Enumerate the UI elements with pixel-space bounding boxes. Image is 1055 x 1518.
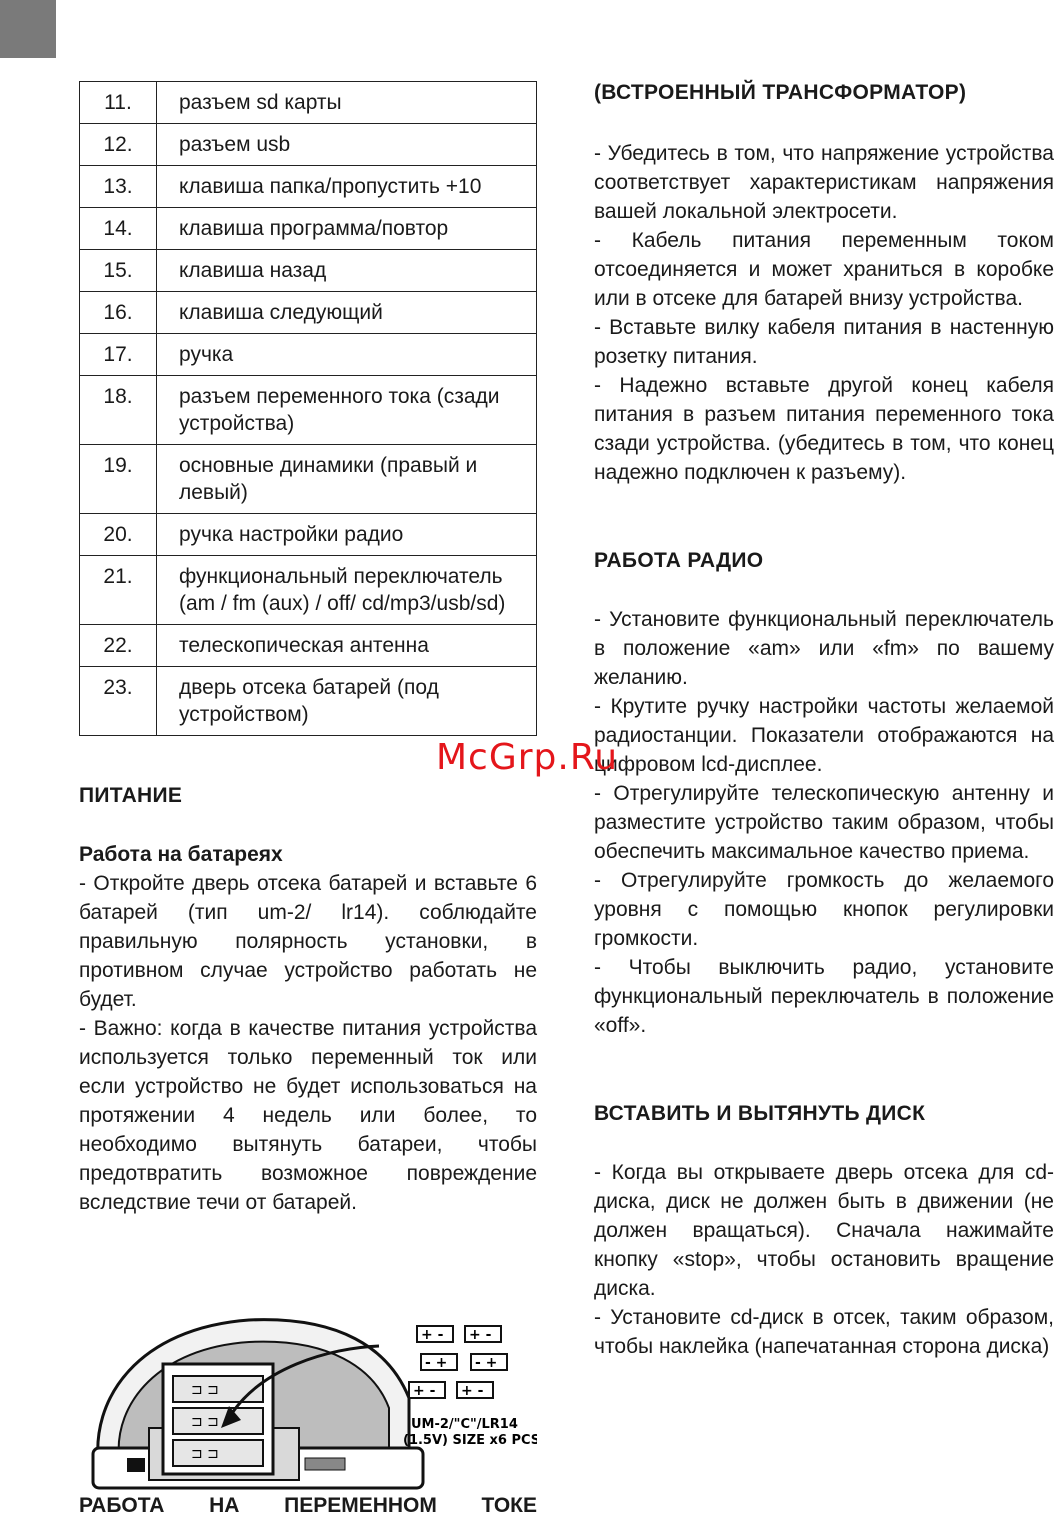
transformer-heading: (ВСТРОЕННЫЙ ТРАНСФОРМАТОР) <box>594 81 967 104</box>
device-illustration <box>79 1308 537 1494</box>
svg-text:+ -: + - <box>413 1383 436 1399</box>
battery-compartment-diagram <box>79 1308 537 1494</box>
table-row: 15. клавиша назад <box>80 250 537 292</box>
table-row: 23. дверь отсека батарей (под устройством) <box>80 667 537 736</box>
battery-subheading: Работа на батареях <box>79 843 283 866</box>
svg-text:- +: - + <box>425 1355 448 1371</box>
svg-text:⊐ ⊐: ⊐ ⊐ <box>191 1382 219 1398</box>
radio-paragraph-5: - Чтобы выключить радио, установите функциональный переключатель в положение «off». <box>594 956 1054 1037</box>
table-row: 21. функциональный переключатель (am / fm (aux) / off/ cd/mp3/usb/sd) <box>80 556 537 625</box>
radio-paragraph-2: - Крутите ручку настройки частоты желаемой радиостанции. Показатели отображаются на цифровом lcd-дисплее. <box>594 695 1054 776</box>
svg-text:+ -: + - <box>469 1327 492 1343</box>
table-row: 22. телескопическая антенна <box>80 625 537 667</box>
table-row: 17. ручка <box>80 334 537 376</box>
watermark: McGrp.Ru <box>436 737 619 778</box>
battery-icons <box>409 1326 507 1399</box>
table-row: 14. клавиша программа/повтор <box>80 208 537 250</box>
radio-paragraph-3: - Отрегулируйте телескопическую антенну и разместите устройство таким образом, чтобы обеспечить максимальное качество приема. <box>594 782 1054 863</box>
table-row: 18. разъем переменного тока (сзади устройства) <box>80 376 537 445</box>
table-row: 12. разъем usb <box>80 124 537 166</box>
disc-paragraph-2: - Установите cd-диск в отсек, таким образом, чтобы наклейка (напечатанная сторона диска) <box>594 1306 1054 1358</box>
power-heading: ПИТАНИЕ <box>79 784 183 807</box>
right-column <box>594 81 1054 1361</box>
table-row: 13. клавиша папка/пропустить +10 <box>80 166 537 208</box>
radio-heading: РАБОТА РАДИО <box>594 549 764 572</box>
svg-text:+ -: + - <box>421 1327 444 1343</box>
table-row: 19. основные динамики (правый и левый) <box>80 445 537 514</box>
ac-power-heading: РАБОТА НА ПЕРЕМЕННОМ ТОКЕ <box>79 1494 537 1517</box>
transformer-paragraph-3: - Вставьте вилку кабеля питания в настенную розетку питания. <box>594 316 1054 368</box>
transformer-paragraph-2: - Кабель питания переменным током отсоединяется и может храниться в коробке или в отсеке для батарей внизу устройства. <box>594 229 1054 310</box>
battery-paragraph-1: - Откройте дверь отсека батарей и вставьте 6 батарей (тип um-2/ lr14). соблюдайте правильную полярность установки, в противном случае устройство работать не будет. <box>79 872 537 1011</box>
battery-paragraph-2: - Важно: когда в качестве питания устройства используется только переменный ток или если устройство не будет использоваться на протяжении 4 недель или более, то необходимо вытянуть батареи, чтобы предотвратить возможное повреждение вследствие течи от батарей. <box>79 1017 537 1214</box>
svg-text:⊐ ⊐: ⊐ ⊐ <box>191 1414 219 1430</box>
battery-count-label: (1.5V) SIZE x6 PCS <box>403 1433 537 1448</box>
page-corner-tab <box>0 0 56 58</box>
disc-heading: ВСТАВИТЬ И ВЫТЯНУТЬ ДИСК <box>594 1102 926 1125</box>
disc-paragraph-1: - Когда вы открываете дверь отсека для cd-диска, диск не должен быть в движении (не должен вращаться). Сначала нажимайте кнопку «stop», чтобы остановить вращение диска. <box>594 1161 1054 1300</box>
table-row: 16. клавиша следующий <box>80 292 537 334</box>
svg-text:⊐ ⊐: ⊐ ⊐ <box>191 1446 219 1462</box>
radio-paragraph-4: - Отрегулируйте громкость до желаемого уровня с помощью кнопок регулировки громкости. <box>594 869 1054 950</box>
transformer-paragraph-1: - Убедитесь в том, что напряжение устройства соответствует характеристикам напряжения вашей локальной электросети. <box>594 142 1054 223</box>
parts-table <box>79 81 537 736</box>
radio-paragraph-1: - Установите функциональный переключатель в положение «am» или «fm» по вашему желанию. <box>594 608 1054 689</box>
table-row: 11. разъем sd карты <box>80 82 537 124</box>
table-row: 20. ручка настройки радио <box>80 514 537 556</box>
svg-text:+ -: + - <box>461 1383 484 1399</box>
battery-type-label: UM-2/"C"/LR14 <box>411 1417 518 1432</box>
svg-text:- +: - + <box>475 1355 498 1371</box>
transformer-paragraph-4: - Надежно вставьте другой конец кабеля питания в разъем питания переменного тока сзади устройства. (убедитесь в том, что конец надежно подключен к разъему). <box>594 374 1054 484</box>
left-column <box>79 81 537 1217</box>
